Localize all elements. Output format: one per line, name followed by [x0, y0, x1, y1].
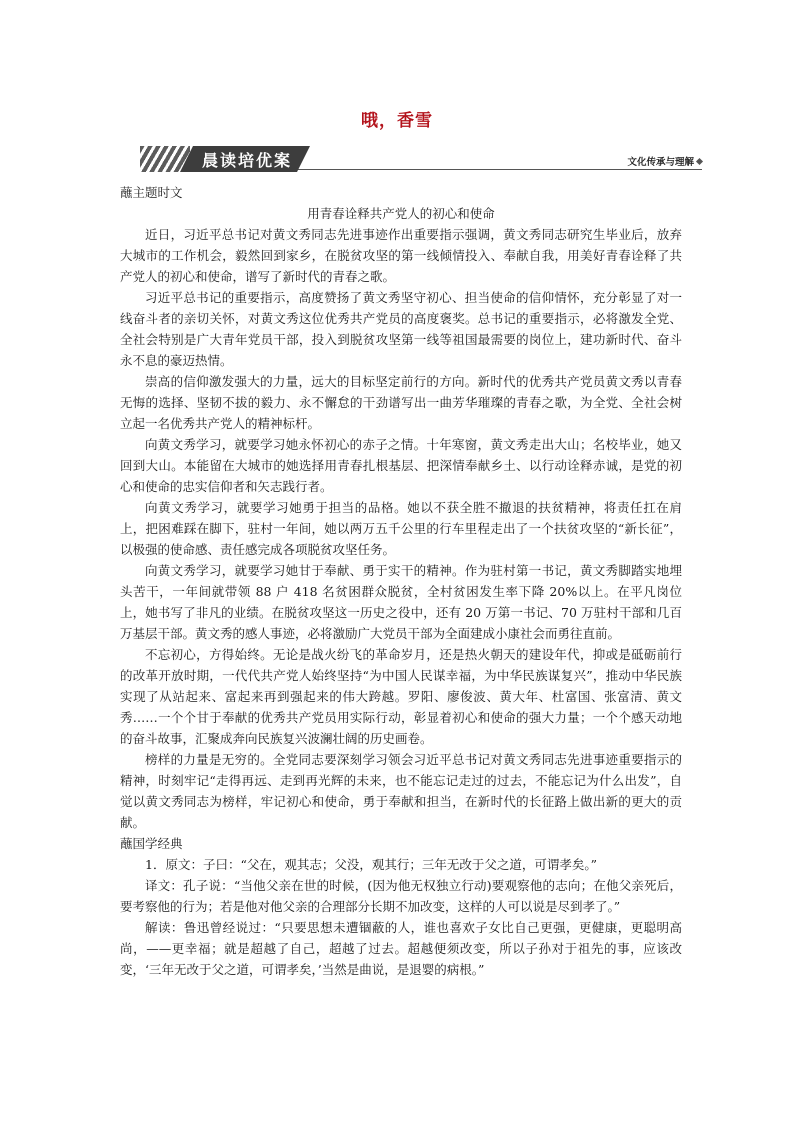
article-paragraph: 近日，习近平总书记对黄文秀同志先进事迹作出重要指示强调，黄文秀同志研究生毕业后，放弃大城市的工作机会，毅然回到家乡，在脱贫攻坚的第一线倾情投入、奉献自我，用美好青春诠释了共产党人的初心和使命，谱写了新时代的青春之歌。 [120, 227, 682, 284]
section-label-theme: 蘸主题时文 [120, 185, 183, 200]
section-banner [140, 146, 702, 172]
banner-right-label: 文化传承与理解 [627, 157, 694, 168]
section-label-classics: 蘸国学经典 [120, 836, 183, 851]
article-paragraph: 向黄文秀学习，就要学习她勇于担当的品格。她以不获全胜不撤退的扶贫精神，将责任扛在肩上，把困难踩在脚下，驻村一年间，她以两万五千公里的行车里程走出了一个扶贫攻坚的“新长征”，以极强的使命感、责任感完成各项脱贫攻坚任务。 [120, 500, 682, 557]
article-paragraph: 不忘初心，方得始终。无论是战火纷飞的革命岁月，还是热火朝天的建设年代，抑或是砥砺前行的改革开放时期，一代代共产党人始终坚持“为中国人民谋幸福，为中华民族谋复兴”，推动中华民族实现了从站起来、富起来再到强起来的伟大跨越。罗阳、廖俊波、黄大年、杜富国、张富清、黄文秀……一个个甘于奉献的优秀共产党员用实际行动，彰显着初心和使命的强大力量；一个个感天动地的奋斗故事，汇聚成奔向民族复兴波澜壮阔的历史画卷。 [120, 647, 682, 746]
diamond-icon [696, 158, 703, 165]
article-title: 用青春诠释共产党人的初心和使命 [307, 206, 495, 221]
classic-interpretation: 解读：鲁迅曾经说过：“只要思想未遭锢蔽的人，谁也喜欢子女比自己更强，更健康，更聪明高尚，——更幸福；就是超越了自己，超越了过去。超越便须改变，所以子孙对于祖先的事，应该改变，‘三年无改于父之道，可谓孝矣，’当然是曲说，是退婴的病根。” [120, 920, 682, 977]
classic-translation: 译文：孔子说：“当他父亲在世的时候，(因为他无权独立行动)要观察他的志向；在他父亲死后，要考察他的行为；若是他对他父亲的合理部分长期不加改变，这样的人可以说是尽到孝了。” [120, 878, 682, 914]
article-paragraph: 榜样的力量是无穷的。全党同志要深刻学习领会习近平总书记对黄文秀同志先进事迹重要指示的精神，时刻牢记“走得再远、走到再光辉的未来，也不能忘记走过的过去，不能忘记为什么出发”，自觉以黄文秀同志为榜样，牢记初心和使命，勇于奉献和担当，在新时代的长征路上做出新的更大的贡献。 [120, 752, 682, 830]
article-paragraph: 向黄文秀学习，就要学习她永怀初心的赤子之情。十年寒窗，黄文秀走出大山；名校毕业，她又回到大山。本能留在大城市的她选择用青春扎根基层、把深情奉献乡土、以行动诠释赤诚，是党的初心和使命的忠实信仰者和矢志践行者。 [120, 437, 682, 494]
banner-right-text [627, 154, 702, 168]
article-paragraph: 习近平总书记的重要指示，高度赞扬了黄文秀坚守初心、担当使命的信仰情怀，充分彰显了对一线奋斗者的亲切关怀，对黄文秀这位优秀共产党员的高度褒奖。总书记的重要指示，必将激发全党、全社会特别是广大青年党员干部，投入到脱贫攻坚第一线等祖国最需要的岗位上，建功新时代、奋斗永不息的豪迈热情。 [120, 290, 682, 368]
main-content [120, 182, 682, 980]
article-paragraph: 向黄文秀学习，就要学习她甘于奉献、勇于实干的精神。作为驻村第一书记，黄文秀脚踏实地埋头苦干，一年间就带领 88 户 418 名贫困群众脱贫，全村贫困发生率下降 20%以上。在平凡岗位上，她书写了非凡的业绩。在脱贫攻坚这一历史之役中，还有 20 万第一书记、70 万驻村干部和几百万基层干部。黄文秀的感人事迹，必将激励广大党员干部为全面建成小康社会而勇往直前。 [120, 563, 682, 641]
article-paragraph: 崇高的信仰激发强大的力量，远大的目标坚定前行的方向。新时代的优秀共产党员黄文秀以青春无悔的选择、坚韧不拔的毅力、永不懈怠的干劲谱写出一曲芳华璀璨的青春之歌，为全党、全社会树立起一名优秀共产党人的精神标杆。 [120, 374, 682, 431]
page-title: 哦，香雪 [361, 111, 433, 131]
classic-original-text: 1．原文：子曰：“父在，观其志；父没，观其行；三年无改于父之道，可谓孝矣。” [145, 857, 597, 872]
banner-label: 晨读培优案 [201, 151, 292, 170]
